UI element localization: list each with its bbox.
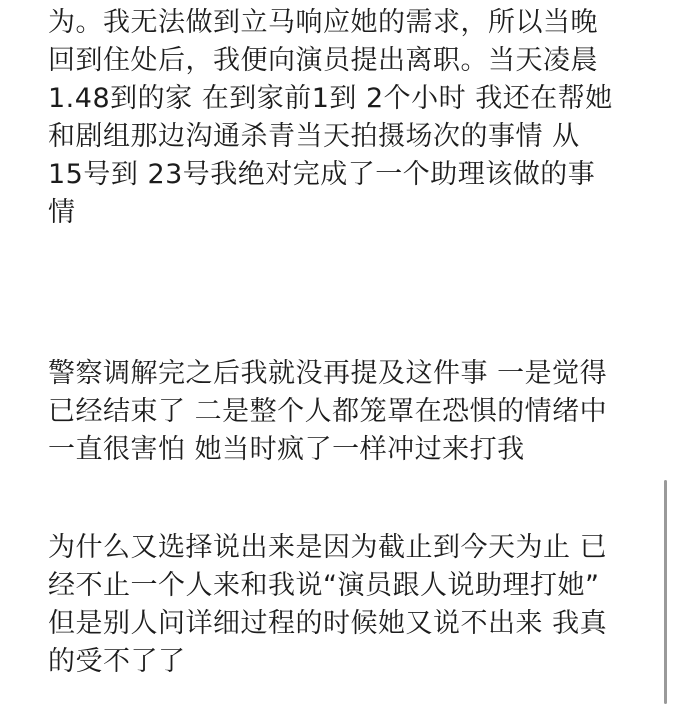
- paragraph-3: [48, 529, 658, 681]
- text-line: 的受不了了: [48, 646, 186, 677]
- text-line: 回到住处后，我便向演员提出离职。当天凌晨: [48, 45, 598, 76]
- text-line: 和剧组那边沟通杀青当天拍摄场次的事情 从: [48, 121, 580, 152]
- text-line: 情: [48, 197, 76, 228]
- paragraph-2: [48, 355, 658, 469]
- vertical-scrollbar[interactable]: [664, 480, 667, 704]
- text-line: 15号到 23号我绝对完成了一个助理该做的事: [48, 159, 596, 190]
- text-line: 为什么又选择说出来是因为截止到今天为止 已: [48, 532, 608, 563]
- text-line: 已经结束了 二是整个人都笼罩在恐惧的情绪中: [48, 396, 608, 427]
- paragraph-1: [48, 4, 658, 232]
- text-line: 一直很害怕 她当时疯了一样冲过来打我: [48, 434, 525, 465]
- text-line: 为。我无法做到立马响应她的需求，所以当晚: [48, 7, 598, 38]
- text-line: 1.48到的家 在到家前1到 2个小时 我还在帮她: [48, 83, 613, 114]
- text-line: 经不止一个人来和我说“演员跟人说助理打她”: [48, 570, 600, 601]
- text-line: 但是别人问详细过程的时候她又说不出来 我真: [48, 608, 608, 639]
- text-line: 警察调解完之后我就没再提及这件事 一是觉得: [48, 358, 608, 389]
